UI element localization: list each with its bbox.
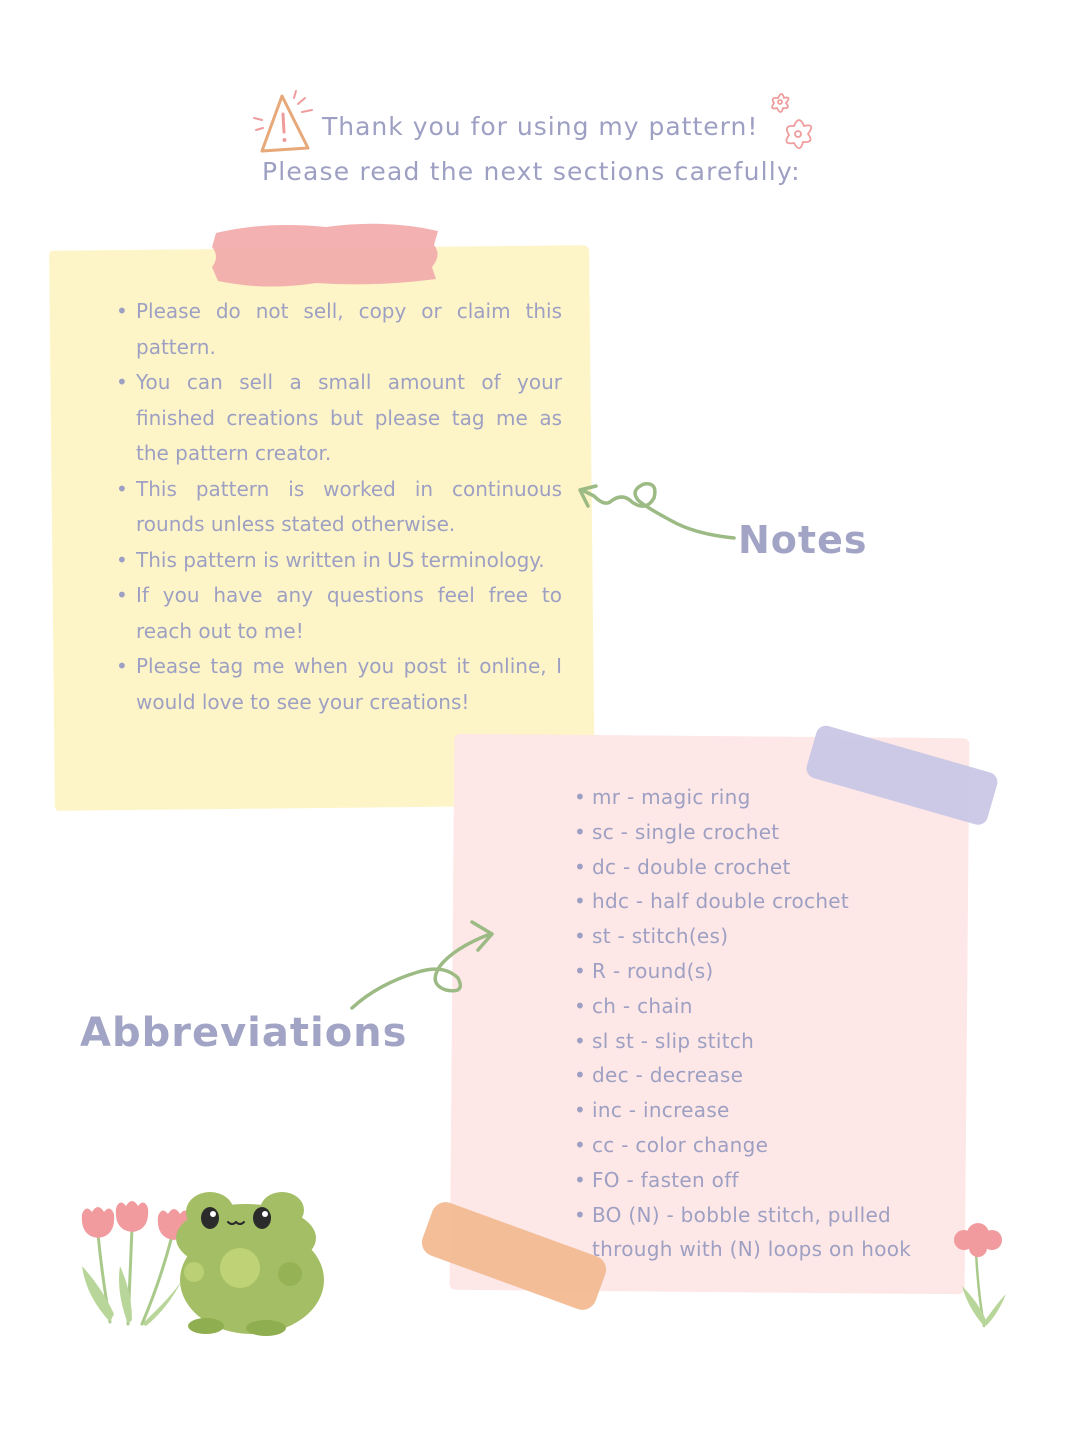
notes-label: Notes	[738, 518, 868, 562]
list-item: • dec - decrease	[570, 1058, 940, 1093]
header-subtitle: Please read the next sections carefully:	[262, 157, 801, 186]
header-title: Thank you for using my pattern!	[322, 112, 759, 141]
list-item: • FO - fasten off	[570, 1163, 940, 1198]
list-item: • inc - increase	[570, 1093, 940, 1128]
flower-illustration	[948, 1222, 1008, 1332]
list-item: • R - round(s)	[570, 954, 940, 989]
list-item: • hdc - half double crochet	[570, 884, 940, 919]
list-item: • sc - single crochet	[570, 815, 940, 850]
notes-list	[112, 294, 562, 720]
list-item: • This pattern is worked in continuous rounds unless stated otherwise.	[112, 472, 562, 543]
list-item: • If you have any questions feel free to reach out to me!	[112, 578, 562, 649]
list-item: • mr - magic ring	[570, 780, 940, 815]
pink-tape	[206, 215, 446, 295]
list-item: • cc - color change	[570, 1128, 940, 1163]
list-item: • BO (N) - bobble stitch, pulled through with (N) loops on hook	[570, 1198, 940, 1268]
list-item: • Please tag me when you post it online, I would love to see your creations!	[112, 649, 562, 720]
notes-arrow-icon	[574, 476, 744, 546]
abbreviations-label: Abbreviations	[80, 1010, 408, 1056]
abbreviations-list	[570, 780, 940, 1267]
list-item: • st - stitch(es)	[570, 919, 940, 954]
frog-illustration	[170, 1188, 330, 1338]
list-item: • ch - chain	[570, 989, 940, 1024]
list-item: • Please do not sell, copy or claim this pattern.	[112, 294, 562, 365]
list-item: • This pattern is written in US terminology.	[112, 543, 562, 579]
warning-triangle-icon	[250, 88, 320, 158]
list-item: • sl st - slip stitch	[570, 1024, 940, 1059]
flower-doodle-icon	[760, 88, 820, 158]
list-item: • You can sell a small amount of your finished creations but please tag me as the pattern creator.	[112, 365, 562, 472]
abbreviations-arrow-icon	[348, 914, 508, 1014]
list-item: • dc - double crochet	[570, 850, 940, 885]
